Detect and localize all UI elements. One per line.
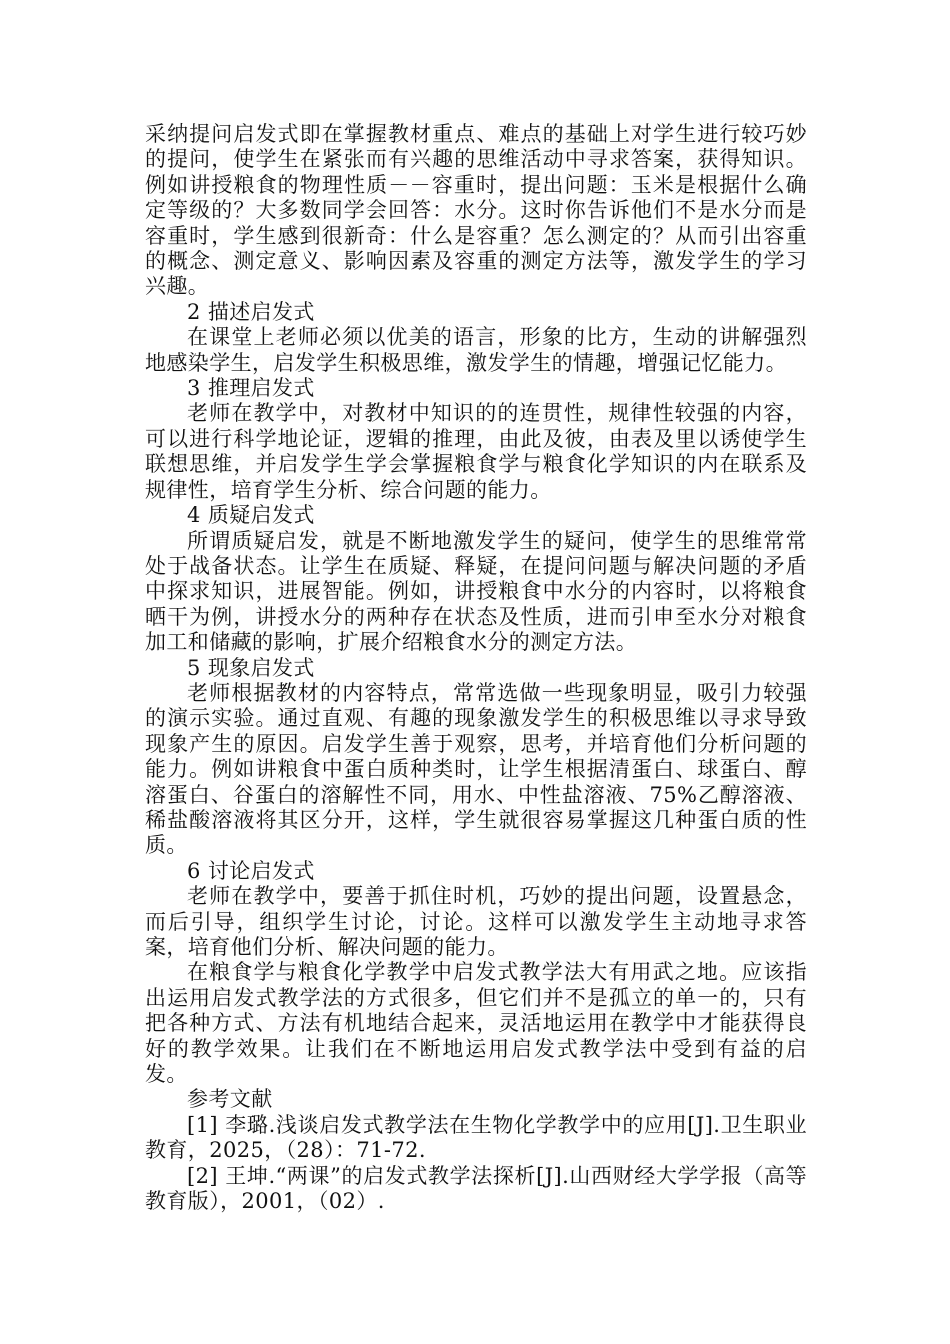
document-page xyxy=(145,122,807,1214)
reference-item: [2] 王坤.“两课”的启发式教学法探析[J].山西财经大学学报（高等教育版），2001，（02）. xyxy=(145,1163,807,1214)
section-heading-phenomenon: 5 现象启发式 xyxy=(187,655,315,680)
intro-paragraph: 采纳提问启发式即在掌握教材重点、难点的基础上对学生进行较巧妙的提问，使学生在紧张而有兴趣的思维活动中寻求答案，获得知识。例如讲授粮食的物理性质－－容重时，提出问题：玉米是根据什么确定等级的？大多数同学会回答：水分。这时你告诉他们不是水分而是容重时，学生感到很新奇：什么是容重？怎么测定的？从而引出容重的概念、测定意义、影响因素及容重的测定方法等，激发学生的学习兴趣。 xyxy=(145,122,807,299)
section-heading-discussion: 6 讨论启发式 xyxy=(187,858,315,883)
section-heading-describe: 2 描述启发式 xyxy=(187,299,315,324)
section-text-describe: 在课堂上老师必须以优美的语言，形象的比方，生动的讲解强烈地感染学生，启发学生积极思维，激发学生的情趣，增强记忆能力。 xyxy=(145,325,807,375)
section-text-phenomenon: 老师根据教材的内容特点，常常选做一些现象明显，吸引力较强的演示实验。通过直观、有趣的现象激发学生的积极思维以寻求导致现象产生的原因。启发学生善于观察，思考，并培育他们分析问题的能力。例如讲粮食中蛋白质种类时，让学生根据清蛋白、球蛋白、醇溶蛋白、谷蛋白的溶解性不同，用水、中性盐溶液、75%乙醇溶液、稀盐酸溶液将其区分开，这样，学生就很容易掌握这几种蛋白质的性质。 xyxy=(145,680,807,858)
reference-item: [1] 李璐.浅谈启发式教学法在生物化学教学中的应用[J].卫生职业教育，2025，（28）：71-72. xyxy=(145,1112,807,1163)
section-heading-questioning: 4 质疑启发式 xyxy=(187,503,315,528)
section-text-reasoning: 老师在教学中，对教材中知识的的连贯性，规律性较强的内容，可以进行科学地论证，逻辑的推理，由此及彼，由表及里以诱使学生联想思维，并启发学生学会掌握粮食学与粮食化学知识的内在联系及规律性，培育学生分析、综合问题的能力。 xyxy=(145,401,807,502)
section-text-questioning: 所谓质疑启发，就是不断地激发学生的疑问，使学生的思维常常处于战备状态。让学生在质疑、释疑，在提问问题与解决问题的矛盾中探求知识，进展智能。例如，讲授粮食中水分的内容时，以将粮食晒干为例，讲授水分的两种存在状态及性质，进而引申至水分对粮食加工和储藏的影响，扩展介绍粮食水分的测定方法。 xyxy=(145,528,807,655)
section-heading-reasoning: 3 推理启发式 xyxy=(187,376,315,401)
conclusion-paragraph: 在粮食学与粮食化学教学中启发式教学法大有用武之地。应该指出运用启发式教学法的方式很多，但它们并不是孤立的单一的，只有把各种方式、方法有机地结合起来，灵活地运用在教学中才能获得良好的教学效果。让我们在不断地运用启发式教学法中受到有益的启发。 xyxy=(145,960,807,1087)
section-text-discussion: 老师在教学中，要善于抓住时机，巧妙的提出问题，设置悬念，而后引导，组织学生讨论，讨论。这样可以激发学生主动地寻求答案，培育他们分析、解决问题的能力。 xyxy=(145,884,807,959)
references-title: 参考文献 xyxy=(187,1087,273,1112)
